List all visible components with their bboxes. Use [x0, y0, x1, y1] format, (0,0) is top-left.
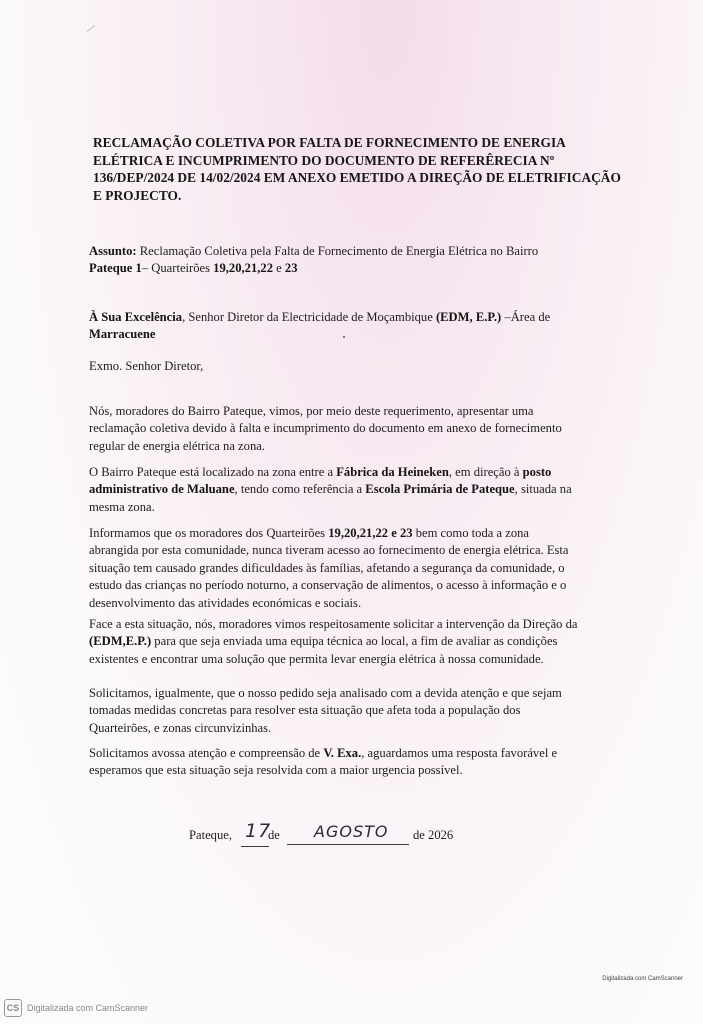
- handwritten-day: 17: [245, 820, 272, 842]
- subject-line: Pateque 1– Quarteirões 19,20,21,22 e 23: [89, 261, 298, 276]
- scanner-footer: [4, 998, 148, 1018]
- subject-label: Assunto:: [89, 244, 137, 258]
- subject-paragraph: [89, 243, 629, 278]
- place-text: Pateque,: [189, 828, 233, 842]
- paragraph-6: Solicitamos avossa atenção e compreensão de V. Exa., aguardamos uma resposta favorável e esperamos que esta situação seja resolvida com a maior urgencia possível.: [89, 746, 558, 778]
- scanner-watermark: Digitalizada com CamScanner: [602, 976, 683, 982]
- date-line: [189, 822, 489, 852]
- year-text: de 2026: [413, 828, 454, 842]
- title-line: RECLAMAÇÃO COLETIVA POR FALTA DE FORNECIMENTO DE ENERGIA: [93, 135, 566, 150]
- paragraph-3: Informamos que os moradores dos Quarteirões 19,20,21,22 e 23 bem como toda a zona abrangida por esta comunidade, nunca tiveram acesso ao fornecimento de energia elétrica. Esta situação tem causado grandes dificuldades às famílias, afetando a segurança da comunidade, o estudo das crianças no período noturno, a conservação de alimentos, o acesso à informação e o desenvolvimento das atividades económicas e sociais.: [89, 526, 569, 610]
- addressee-line: À Sua Excelência, Senhor Diretor da Electricidade de Moçambique (EDM, E.P.) –Área de: [89, 310, 551, 324]
- month-underline: [287, 844, 409, 845]
- paragraph-2: O Bairro Pateque está localizado na zona entre a Fábrica da Heineken, em direção à posto administrativo de Maluane, tendo como referência a Escola Primária de Pateque, situada na mesma zona.: [89, 465, 572, 514]
- subject-line: Assunto: Reclamação Coletiva pela Falta de Fornecimento de Energia Elétrica no Bairro: [89, 244, 539, 258]
- title-line: 136/DEP/2024 DE 14/02/2024 EM ANEXO EMETIDO A DIREÇÃO DE ELETRIFICAÇÃO: [93, 170, 621, 185]
- handwritten-month: AGOSTO: [314, 822, 389, 841]
- paragraph-1: Nós, moradores do Bairro Pateque, vimos, por meio deste requerimento, apresentar uma reclamação coletiva devido à falta e incumprimento do documento em anexo de fornecimento regular de energia elétrica na zona.: [89, 404, 562, 453]
- paragraph-4: Face a esta situação, nós, moradores vimos respeitosamente solicitar a intervenção da Direção da (EDM,E.P.) para que seja enviada uma equipa técnica ao local, a fim de avaliar as condições existentes e encontrar uma solução que permita levar energia elétrica à nossa comunidade.: [89, 617, 578, 666]
- salutation: Exmo. Senhor Diretor,: [89, 359, 204, 373]
- addressee-paragraph: [89, 309, 629, 344]
- day-underline: [241, 846, 269, 847]
- title-line: ELÉTRICA E INCUMPRIMENTO DO DOCUMENTO DE REFERÊRECIA Nº: [93, 152, 555, 168]
- paragraph-5: Solicitamos, igualmente, que o nosso pedido seja analisado com a devida atenção e que sejam tomadas medidas concretas para resolver esta situação que afeta toda a população dos Quarteirões, e zonas circunvizinhas.: [89, 686, 562, 735]
- document-title: [93, 134, 633, 204]
- scanner-footer-text: Digitalizada com CamScanner: [27, 1003, 149, 1013]
- addressee-line: Marracuene: [89, 327, 156, 342]
- ink-dot: [343, 336, 345, 338]
- de-text: de: [268, 828, 280, 842]
- title-line: E PROJECTO.: [93, 187, 182, 203]
- camscanner-logo-icon: CS: [4, 999, 22, 1017]
